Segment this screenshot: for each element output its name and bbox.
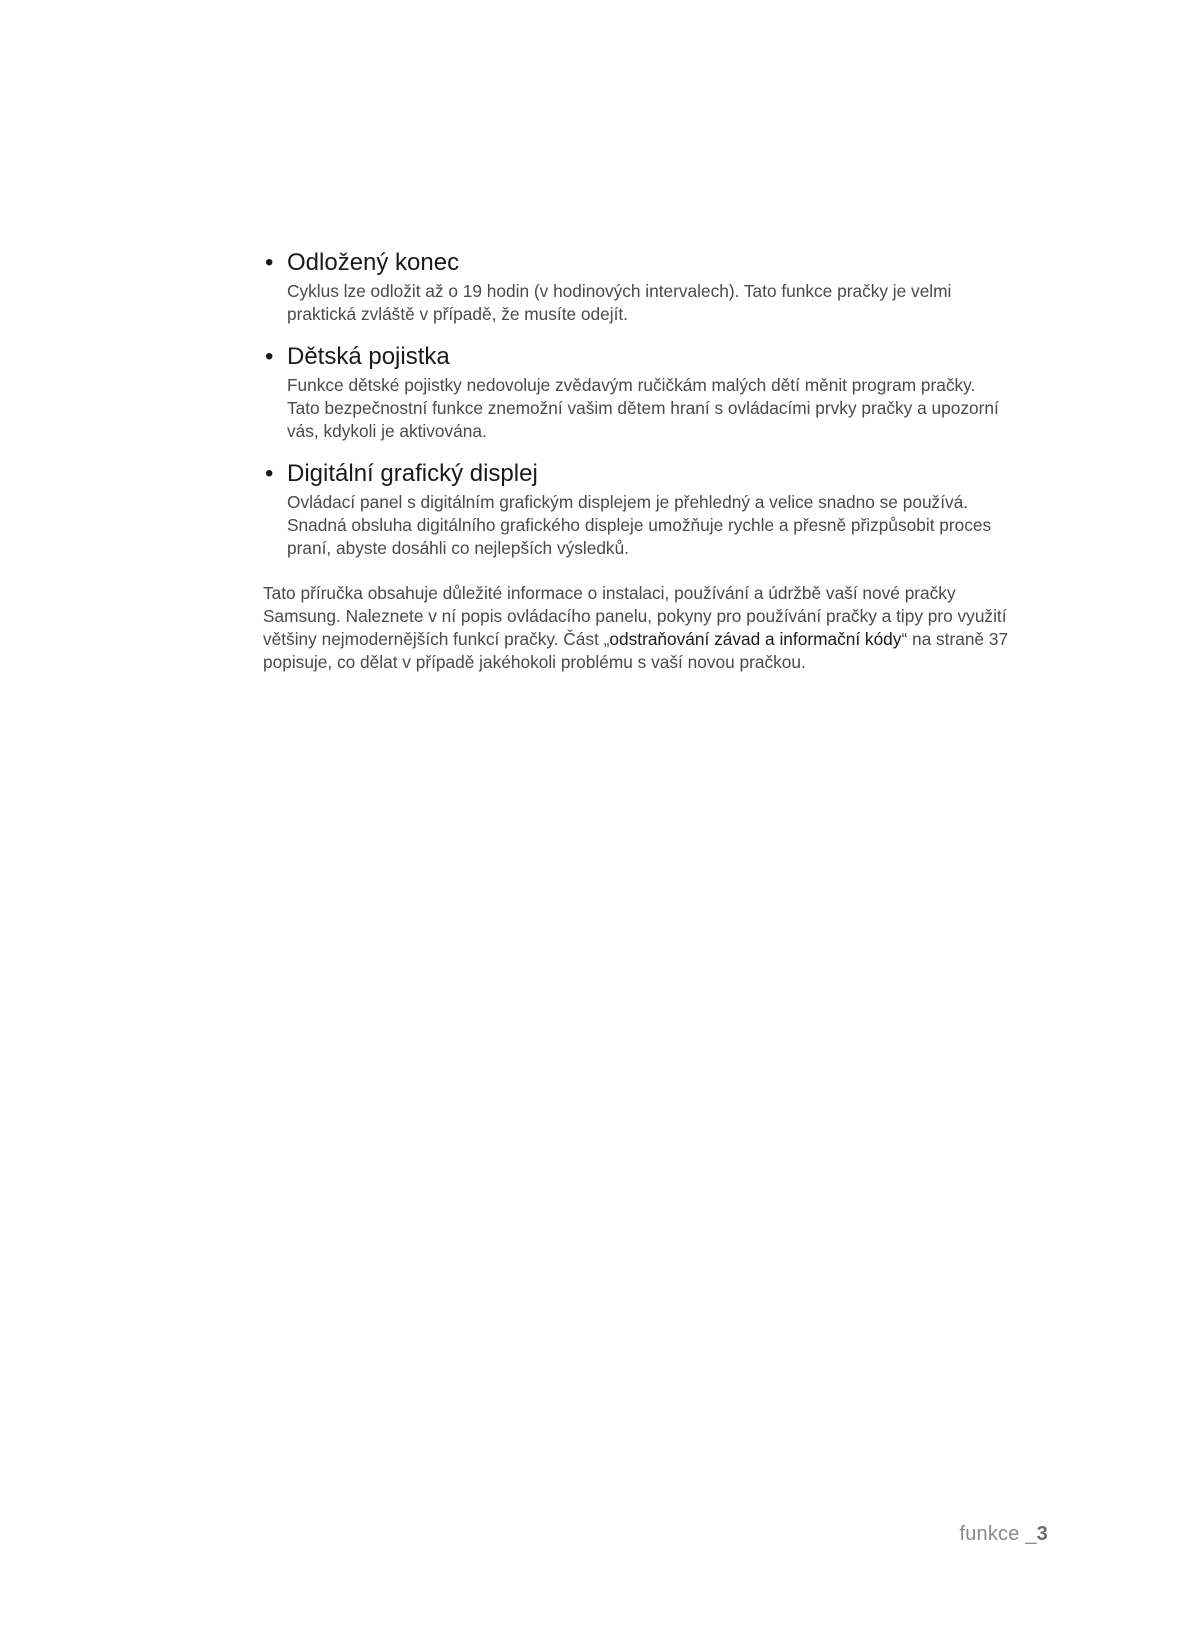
bullet-icon: •: [265, 343, 274, 370]
page-number: 3: [1036, 1523, 1048, 1545]
section-delayed-end: [263, 248, 1063, 326]
section-body: Ovládací panel s digitálním grafickým displejem je přehledný a velice snadno se používá. Snadná obsluha digitálního grafického displeje umožňuje rychle a přesně přizpůsobit proces praní, abyste dosáhli co nejlepších výsledků.: [287, 492, 992, 558]
section-digital-display: [263, 459, 1063, 560]
page-content: [263, 248, 1063, 691]
section-title: • Dětská pojistka: [265, 343, 450, 370]
section-title: • Digitální grafický displej: [265, 460, 538, 487]
section-title: • Odložený konec: [265, 249, 460, 276]
page-footer: [959, 1523, 1048, 1546]
footer-label: funkce _: [959, 1523, 1037, 1545]
bullet-icon: •: [265, 249, 274, 276]
intro-paragraph: Tato příručka obsahuje důležité informace o instalaci, používání a údržbě vaší nové pračky Samsung. Naleznete v ní popis ovládacího panelu, pokyny pro používání pračky a tipy pro využití většiny nejmodernějších funkcí pračky. Část „odstraňování závad a informační kódy“ na straně 37 popisuje, co dělat v případě jakéhokoli problému s vaší novou pračkou.: [263, 582, 1063, 674]
intro-line-with-reference: většiny nejmodernějších funkcí pračky. Část „odstraňování závad a informační kódy“ na straně 37: [263, 629, 1009, 649]
section-body: Funkce dětské pojistky nedovoluje zvědavým ručičkám malých dětí měnit program pračky. Tato bezpečnostní funkce znemožní vašim dětem hraní s ovládacími prvky pračky a upozorní vás, kdykoli je aktivována.: [287, 375, 999, 441]
bullet-icon: •: [265, 460, 274, 487]
section-body: Cyklus lze odložit až o 19 hodin (v hodinových intervalech). Tato funkce pračky je velmi praktická zvláště v případě, že musíte odejít.: [287, 281, 952, 324]
troubleshooting-reference: odstraňování závad a informační kódy: [609, 629, 902, 649]
section-child-lock: [263, 342, 1063, 443]
